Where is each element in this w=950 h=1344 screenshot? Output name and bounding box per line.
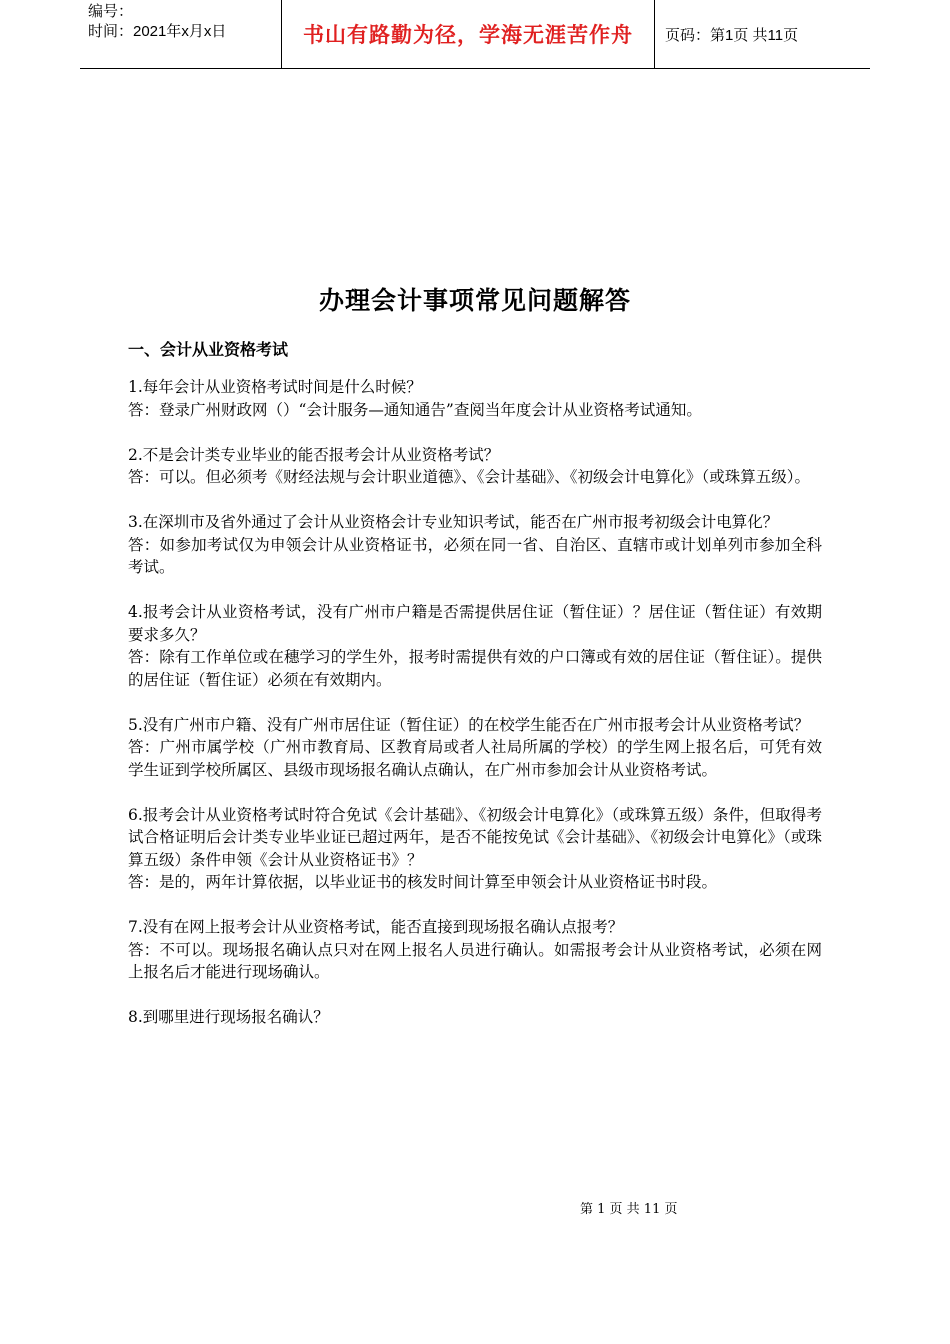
qa-item bbox=[128, 511, 822, 579]
answer-text: 答：是的，两年计算依据，以毕业证书的核发时间计算至申领会计从业资格证书时段。 bbox=[128, 873, 718, 891]
answer-text: 答：广州市属学校（广州市教育局、区教育局或者人社局所属的学校）的学生网上报名后，可凭有效学生证到学校所属区、县级市现场报名确认点确认，在广州市参加会计从业资格考试。 bbox=[128, 738, 822, 779]
answer-text: 答：可以。但必须考《财经法规与会计职业道德》、《会计基础》、《初级会计电算化》（或珠算五级）。 bbox=[128, 468, 811, 486]
header-motto: 书山有路勤为径，学海无涯苦作舟 bbox=[282, 0, 655, 68]
question-text: 3.在深圳市及省外通过了会计从业资格会计专业知识考试，能否在广州市报考初级会计电算化？ bbox=[128, 513, 779, 531]
answer-text: 答：除有工作单位或在穗学习的学生外，报考时需提供有效的户口簿或有效的居住证（暂住证）。提供的居住证（暂住证）必须在有效期内。 bbox=[128, 648, 822, 689]
qa-item bbox=[128, 376, 822, 421]
qa-item bbox=[128, 601, 822, 691]
question-text: 4.报考会计从业资格考试，没有广州市户籍是否需提供居住证（暂住证）？居住证（暂住证）有效期要求多久？ bbox=[128, 603, 822, 644]
page-footer: 第 1 页 共 11 页 bbox=[580, 1202, 678, 1217]
qa-item bbox=[128, 1006, 822, 1029]
document-time-label: 时间：2021年x月x日 bbox=[88, 23, 227, 40]
question-text: 7.没有在网上报考会计从业资格考试，能否直接到现场报名确认点报考？ bbox=[128, 918, 624, 936]
answer-text: 答：如参加考试仅为申领会计从业资格证书，必须在同一省、自治区、直辖市或计划单列市参加全科考试。 bbox=[128, 535, 822, 576]
qa-item bbox=[128, 714, 822, 782]
question-text: 5.没有广州市户籍、没有广州市居住证（暂住证）的在校学生能否在广州市报考会计从业资格考试？ bbox=[128, 715, 810, 734]
page-header bbox=[80, 0, 870, 69]
answer-text: 答：登录广州财政网（）“会计服务—通知通告”查阅当年度会计从业资格考试通知。 bbox=[128, 400, 702, 419]
qa-item bbox=[128, 444, 822, 489]
question-text: 6.报考会计从业资格考试时符合免试《会计基础》、《初级会计电算化》（或珠算五级）条件，但取得考试合格证明后会计类专业毕业证已超过两年，是否不能按免试《会计基础》、《初级会计电算化》（或珠算五级）条件申领《会计从业资格证书》？ bbox=[128, 805, 822, 869]
header-meta bbox=[80, 0, 282, 68]
question-text: 8.到哪里进行现场报名确认？ bbox=[128, 1008, 329, 1026]
section-heading: 一、会计从业资格考试 bbox=[128, 340, 289, 359]
question-text: 2.不是会计类专业毕业的能否报考会计从业资格考试？ bbox=[128, 445, 500, 464]
question-text: 1.每年会计从业资格考试时间是什么时候？ bbox=[128, 378, 422, 396]
document-number-label: 编号： bbox=[88, 3, 134, 20]
header-page-info: 页码：第1页 共11页 bbox=[665, 26, 799, 44]
answer-text: 答：不可以。现场报名确认点只对在网上报名人员进行确认。如需报考会计从业资格考试，必须在网上报名后才能进行现场确认。 bbox=[128, 940, 822, 981]
qa-item bbox=[128, 916, 822, 984]
document-title: 办理会计事项常见问题解答 bbox=[318, 286, 631, 315]
qa-item bbox=[128, 804, 822, 894]
qa-list bbox=[128, 376, 822, 1051]
